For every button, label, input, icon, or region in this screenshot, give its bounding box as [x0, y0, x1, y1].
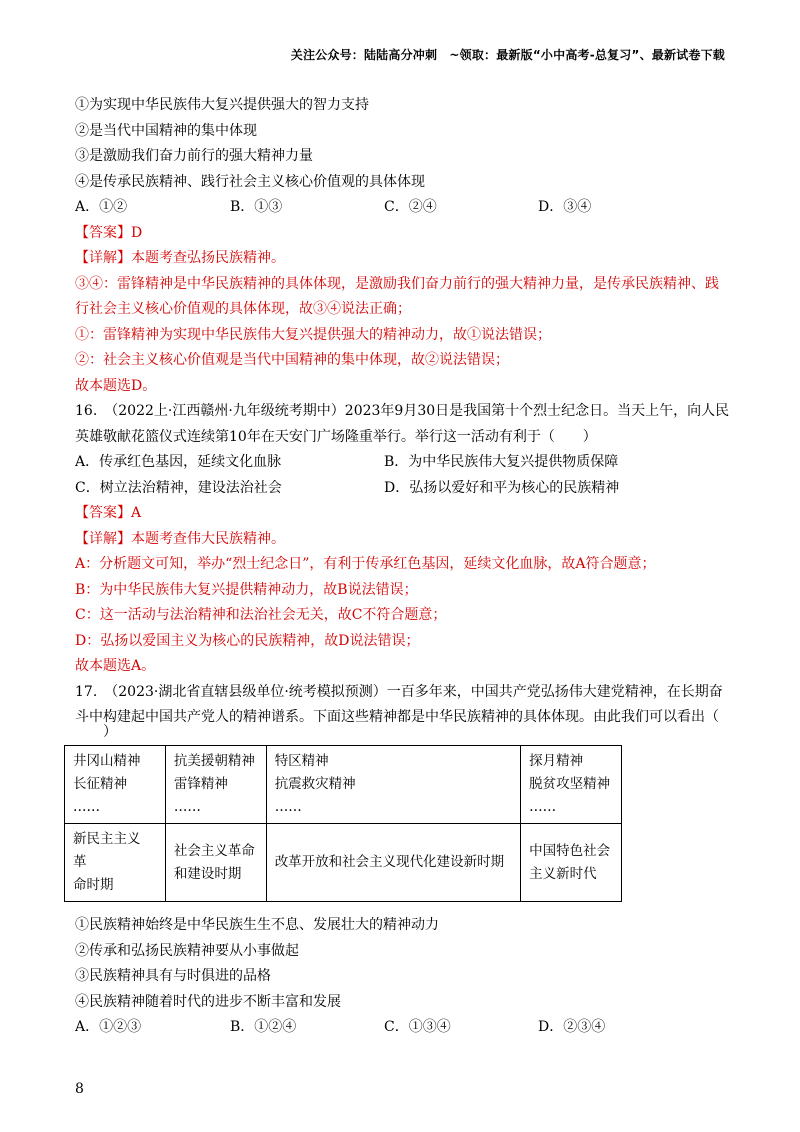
q15-explanation-4: ①：雷锋精神为实现中华民族伟大复兴提供强大的精神动力，故①说法错误； — [75, 327, 551, 343]
q17-stem-1: 17. （2023·湖北省直辖县级单位·统考模拟预测）一百多年来，中国共产党弘扬伟大建党精神，在长期奋 — [75, 684, 723, 700]
era-cell: 新民主主义 革 命时期 — [65, 824, 166, 902]
spirit-row — [65, 746, 622, 824]
q15-explanation-5: ②：社会主义核心价值观是当代中国精神的集中体现，故②说法错误； — [75, 352, 509, 368]
spirit-cell: 抗美援朝精神 雷锋精神 …… — [165, 746, 266, 824]
q15-item-4: ④是传承民族精神、践行社会主义核心价值观的具体体现 — [75, 174, 425, 190]
q16-option-d: D．弘扬以爱好和平为核心的民族精神 — [384, 480, 620, 496]
q16-explanation-1: 【详解】本题考查伟大民族精神。 — [75, 531, 285, 547]
q16-explanation-5: D：弘扬以爱国主义为核心的民族精神，故D说法错误； — [75, 633, 420, 649]
q15-option-b: B．①③ — [230, 199, 283, 215]
q16-explanation-2: A：分析题文可知，举办“烈士纪念日”，有利于传承红色基因，延续文化血脉，故A符合题意； — [75, 556, 656, 572]
q15-answer: 【答案】D — [75, 225, 143, 241]
q17-item-1: ①民族精神始终是中华民族生生不息、发展壮大的精神动力 — [75, 917, 439, 933]
page-number: 8 — [75, 1081, 84, 1097]
page-header: 关注公众号：陆陆高分冲刺 ~领取：最新版“小中高考-总复习”、最新试卷下载 — [290, 48, 725, 62]
q16-explanation-4: C：这一活动与法治精神和法治社会无关，故C不符合题意； — [75, 607, 447, 623]
q15-explanation-3: 行社会主义核心价值观的具体体现，故③④说法正确； — [75, 301, 411, 317]
q16-stem-1: 16. （2022上·江西赣州·九年级统考期中）2023年9月30日是我国第十个烈士纪念日。当天上午，向人民 — [75, 403, 730, 419]
q15-option-c: C．②④ — [384, 199, 437, 215]
era-cell: 改革开放和社会主义现代化建设新时期 — [266, 824, 520, 902]
q15-item-2: ②是当代中国精神的集中体现 — [75, 123, 257, 139]
q17-option-c: C．①③④ — [384, 1019, 451, 1035]
q17-option-b: B．①②④ — [230, 1019, 297, 1035]
spirit-table — [64, 745, 622, 902]
spirit-cell: 特区精神 抗震救灾精神 …… — [266, 746, 520, 824]
spirit-cell: 井冈山精神 长征精神 …… — [65, 746, 166, 824]
q16-option-b: B．为中华民族伟大复兴提供物质保障 — [384, 454, 619, 470]
q15-option-d: D．③④ — [538, 199, 592, 215]
era-row — [65, 824, 622, 902]
q16-answer: 【答案】A — [75, 505, 142, 521]
q17-stem-2: 斗中构建起中国共产党人的精神谱系。下面这些精神都是中华民族精神的具体体现。由此我们可以看出（ — [75, 709, 719, 725]
q16-option-c: C．树立法治精神，建设法治社会 — [75, 480, 282, 496]
q15-item-1: ①为实现中华民族伟大复兴提供强大的智力支持 — [75, 97, 369, 113]
era-cell: 中国特色社会 主义新时代 — [521, 824, 622, 902]
q15-explanation-6: 故本题选D。 — [75, 378, 157, 394]
era-cell: 社会主义革命 和建设时期 — [165, 824, 266, 902]
q17-option-d: D．②③④ — [538, 1019, 606, 1035]
q17-item-2: ②传承和弘扬民族精神要从小事做起 — [75, 943, 299, 959]
q17-option-a: A．①②③ — [75, 1019, 142, 1035]
q16-explanation-3: B：为中华民族伟大复兴提供精神动力，故B说法错误； — [75, 582, 418, 598]
q16-stem-2: 英雄敬献花篮仪式连续第10年在天安门广场隆重举行。举行这一活动有利于（ ） — [75, 429, 597, 445]
q15-explanation-2: ③④：雷锋精神是中华民族精神的具体体现，是激励我们奋力前行的强大精神力量，是传承民族精神、践 — [75, 276, 719, 292]
q15-explanation-1: 【详解】本题考查弘扬民族精神。 — [75, 250, 285, 266]
q17-item-3: ③民族精神具有与时俱进的品格 — [75, 968, 271, 984]
q15-option-a: A．①② — [75, 199, 128, 215]
q17-item-4: ④民族精神随着时代的进步不断丰富和发展 — [75, 994, 341, 1010]
q16-option-a: A．传承红色基因，延续文化血脉 — [75, 454, 282, 470]
q16-explanation-6: 故本题选A。 — [75, 658, 156, 674]
spirit-cell: 探月精神 脱贫攻坚精神 …… — [521, 746, 622, 824]
q17-stem-3: ） — [75, 724, 117, 740]
q15-item-3: ③是激励我们奋力前行的强大精神力量 — [75, 148, 313, 164]
